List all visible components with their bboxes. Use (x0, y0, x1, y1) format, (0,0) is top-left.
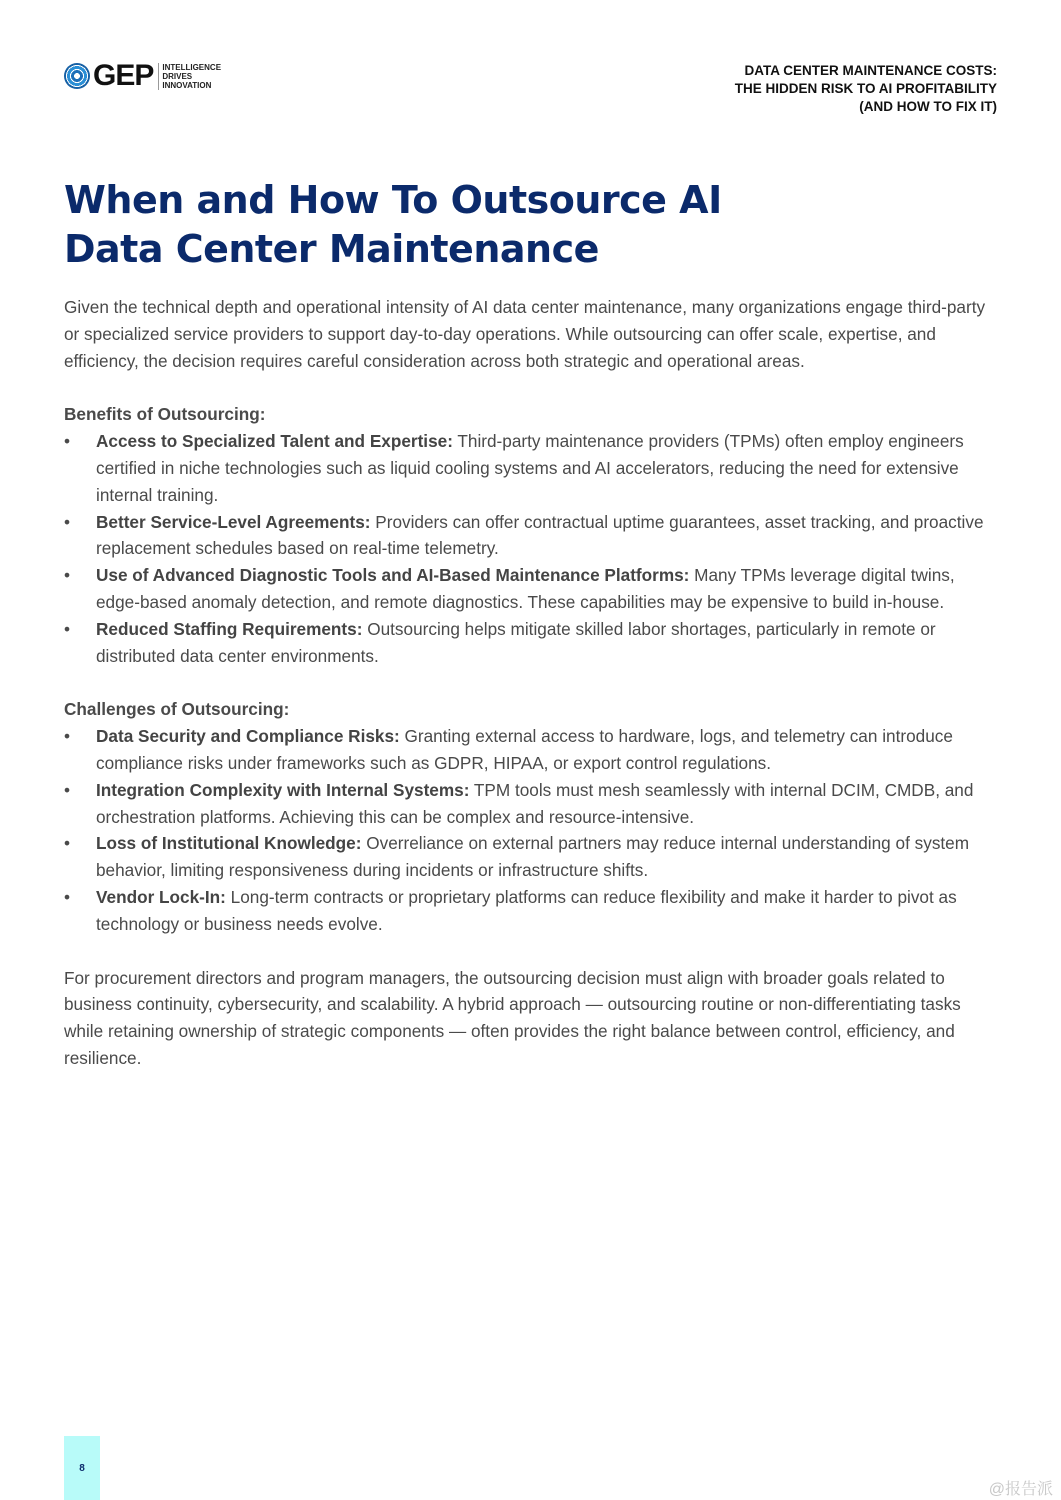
list-item: • Better Service-Level Agreements: Providers can offer contractual uptime guarantees, asset tracking, and proactive replacement schedules based on real-time telemetry. (64, 509, 994, 563)
benefits-heading: Benefits of Outsourcing: (64, 404, 266, 425)
bullet-icon: • (64, 431, 71, 452)
bullet-icon: • (64, 618, 71, 639)
list-item: • Use of Advanced Diagnostic Tools and AI-Based Maintenance Platforms: Many TPMs leverage digital twins, edge-based anomaly detection, and remote diagnostics. These capabilities may be expensive to build in-house. (64, 562, 994, 616)
intro-paragraph: Given the technical depth and operational intensity of AI data center maintenance, many organizations engage third-party or specialized service providers to support day-to-day operations. While outsourcing can offer scale, expertise, and efficiency, the decision requires careful consideration across both strategic and operational areas. (64, 297, 986, 371)
bullet-icon: • (64, 511, 71, 532)
bullet-icon: • (64, 779, 71, 800)
report-title: DATA CENTER MAINTENANCE COSTS: THE HIDDEN RISK TO AI PROFITABILITY (AND HOW TO FIX IT) (734, 63, 997, 114)
bullet-icon: • (64, 565, 71, 586)
closing-paragraph: For procurement directors and program managers, the outsourcing decision must align with broader goals related to business continuity, cybersecurity, and scalability. A hybrid approach — outsourcing routine or non-differentiating tasks while retaining ownership of strategic components — often provides the right balance between control, efficiency, and resilience. (64, 967, 961, 1068)
bullet-icon: • (64, 726, 71, 747)
list-item: • Vendor Lock-In: Long-term contracts or proprietary platforms can reduce flexibility and make it harder to pivot as technology or business needs evolve. (64, 884, 994, 938)
gep-logo (64, 59, 222, 92)
watermark: @报告派 (988, 1481, 1053, 1498)
list-item: • Loss of Institutional Knowledge: Overreliance on external partners may reduce internal understanding of system behavior, limiting responsiveness during incidents or infrastructure shifts. (64, 830, 994, 884)
logo-tagline: INTELLIGENCE DRIVES INNOVATION (158, 63, 221, 90)
list-item: • Reduced Staffing Requirements: Outsourcing helps mitigate skilled labor shortages, particularly in remote or distributed data center environments. (64, 616, 994, 670)
bullet-icon: • (64, 886, 71, 907)
challenges-heading: Challenges of Outsourcing: (64, 699, 290, 720)
page-number: 8 (64, 1436, 100, 1500)
bullet-icon: • (64, 833, 71, 854)
list-item: • Access to Specialized Talent and Expertise: Third-party maintenance providers (TPMs) often employ engineers certified in niche technologies such as liquid cooling systems and AI accelerators, reducing the need for extensive internal training. (64, 428, 994, 508)
challenges-list (64, 723, 994, 937)
page-title: When and How To Outsource AI Data Center Maintenance (64, 178, 722, 271)
list-item: • Data Security and Compliance Risks: Granting external access to hardware, logs, and telemetry can introduce compliance risks under frameworks such as GDPR, HIPAA, or export control regulations. (64, 723, 994, 777)
list-item: • Integration Complexity with Internal Systems: TPM tools must mesh seamlessly with internal DCIM, CMDB, and orchestration platforms. Achieving this can be complex and resource-intensive. (64, 777, 994, 831)
gep-swirl-icon (64, 63, 90, 89)
body-content (64, 294, 994, 1072)
logo-wordmark: GEP (93, 59, 154, 92)
benefits-list (64, 428, 994, 669)
